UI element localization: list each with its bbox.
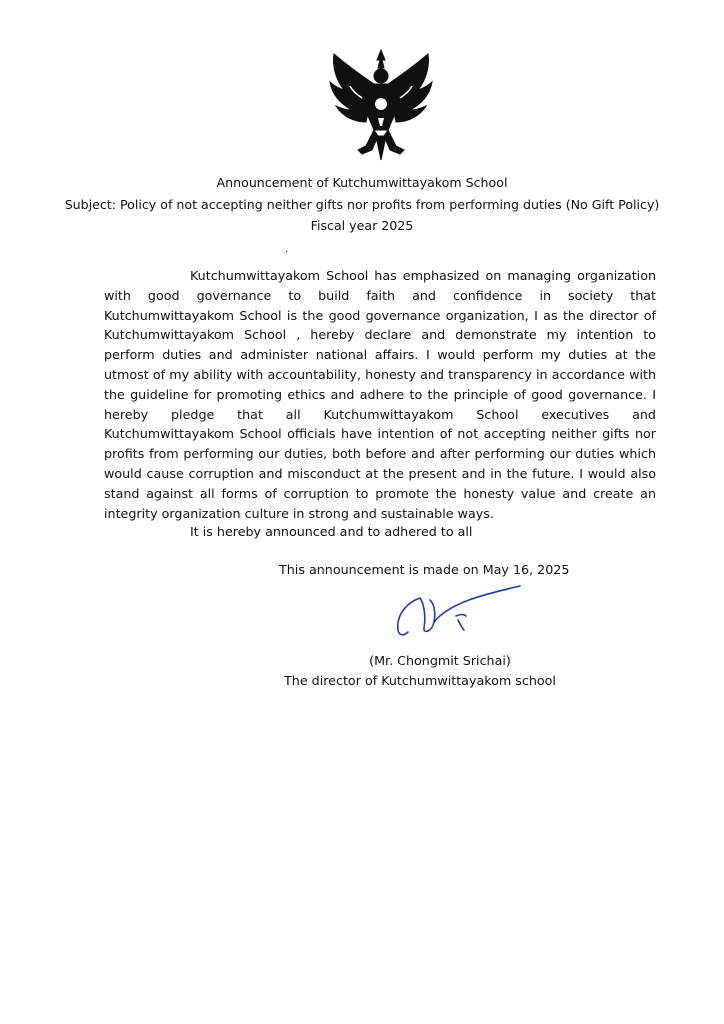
fiscal-year: Fiscal year 2025 [310,218,414,233]
director-name: (Mr. Chongmit Srichai) [369,653,511,668]
announcement-date: This announcement is made on May 16, 2025 [279,562,570,577]
closing-statement: It is hereby announced and to adhered to all [190,524,473,539]
garuda-emblem-icon [322,46,440,164]
announcement-subject: Subject: Policy of not accepting neither gifts nor profits from performing duties (No Gift Policy) [64,196,660,212]
director-title: The director of Kutchumwittayakom school [284,673,556,688]
separator-dot: . [285,244,289,255]
announcement-heading [60,172,664,237]
director-signature [390,578,530,642]
policy-paragraph: Kutchumwittayakom School has emphasized on managing organization with good governance to build faith and confidence in society that Kutchumwittayakom School is the good governance organization, I as the director of Kutchumwittayakom School , hereby declare and demonstrate my intention to perform duties and administer national affairs. I would perform my duties at the utmost of my ability with accountability, honesty and transparency in accordance with the guideline for promoting ethics and adhere to the principle of good governance. I hereby pledge that all Kutchumwittayakom School executives and Kutchumwittayakom School officials have intention of not accepting neither gifts nor profits from performing our duties, both before and after performing our duties which would cause corruption and misconduct at the present and in the future. I would also stand against all forms of corruption to promote the honesty value and create an integrity organization culture in strong and sustainable ways. [104,268,656,521]
announcement-title: Announcement of Kutchumwittayakom School [216,175,508,190]
